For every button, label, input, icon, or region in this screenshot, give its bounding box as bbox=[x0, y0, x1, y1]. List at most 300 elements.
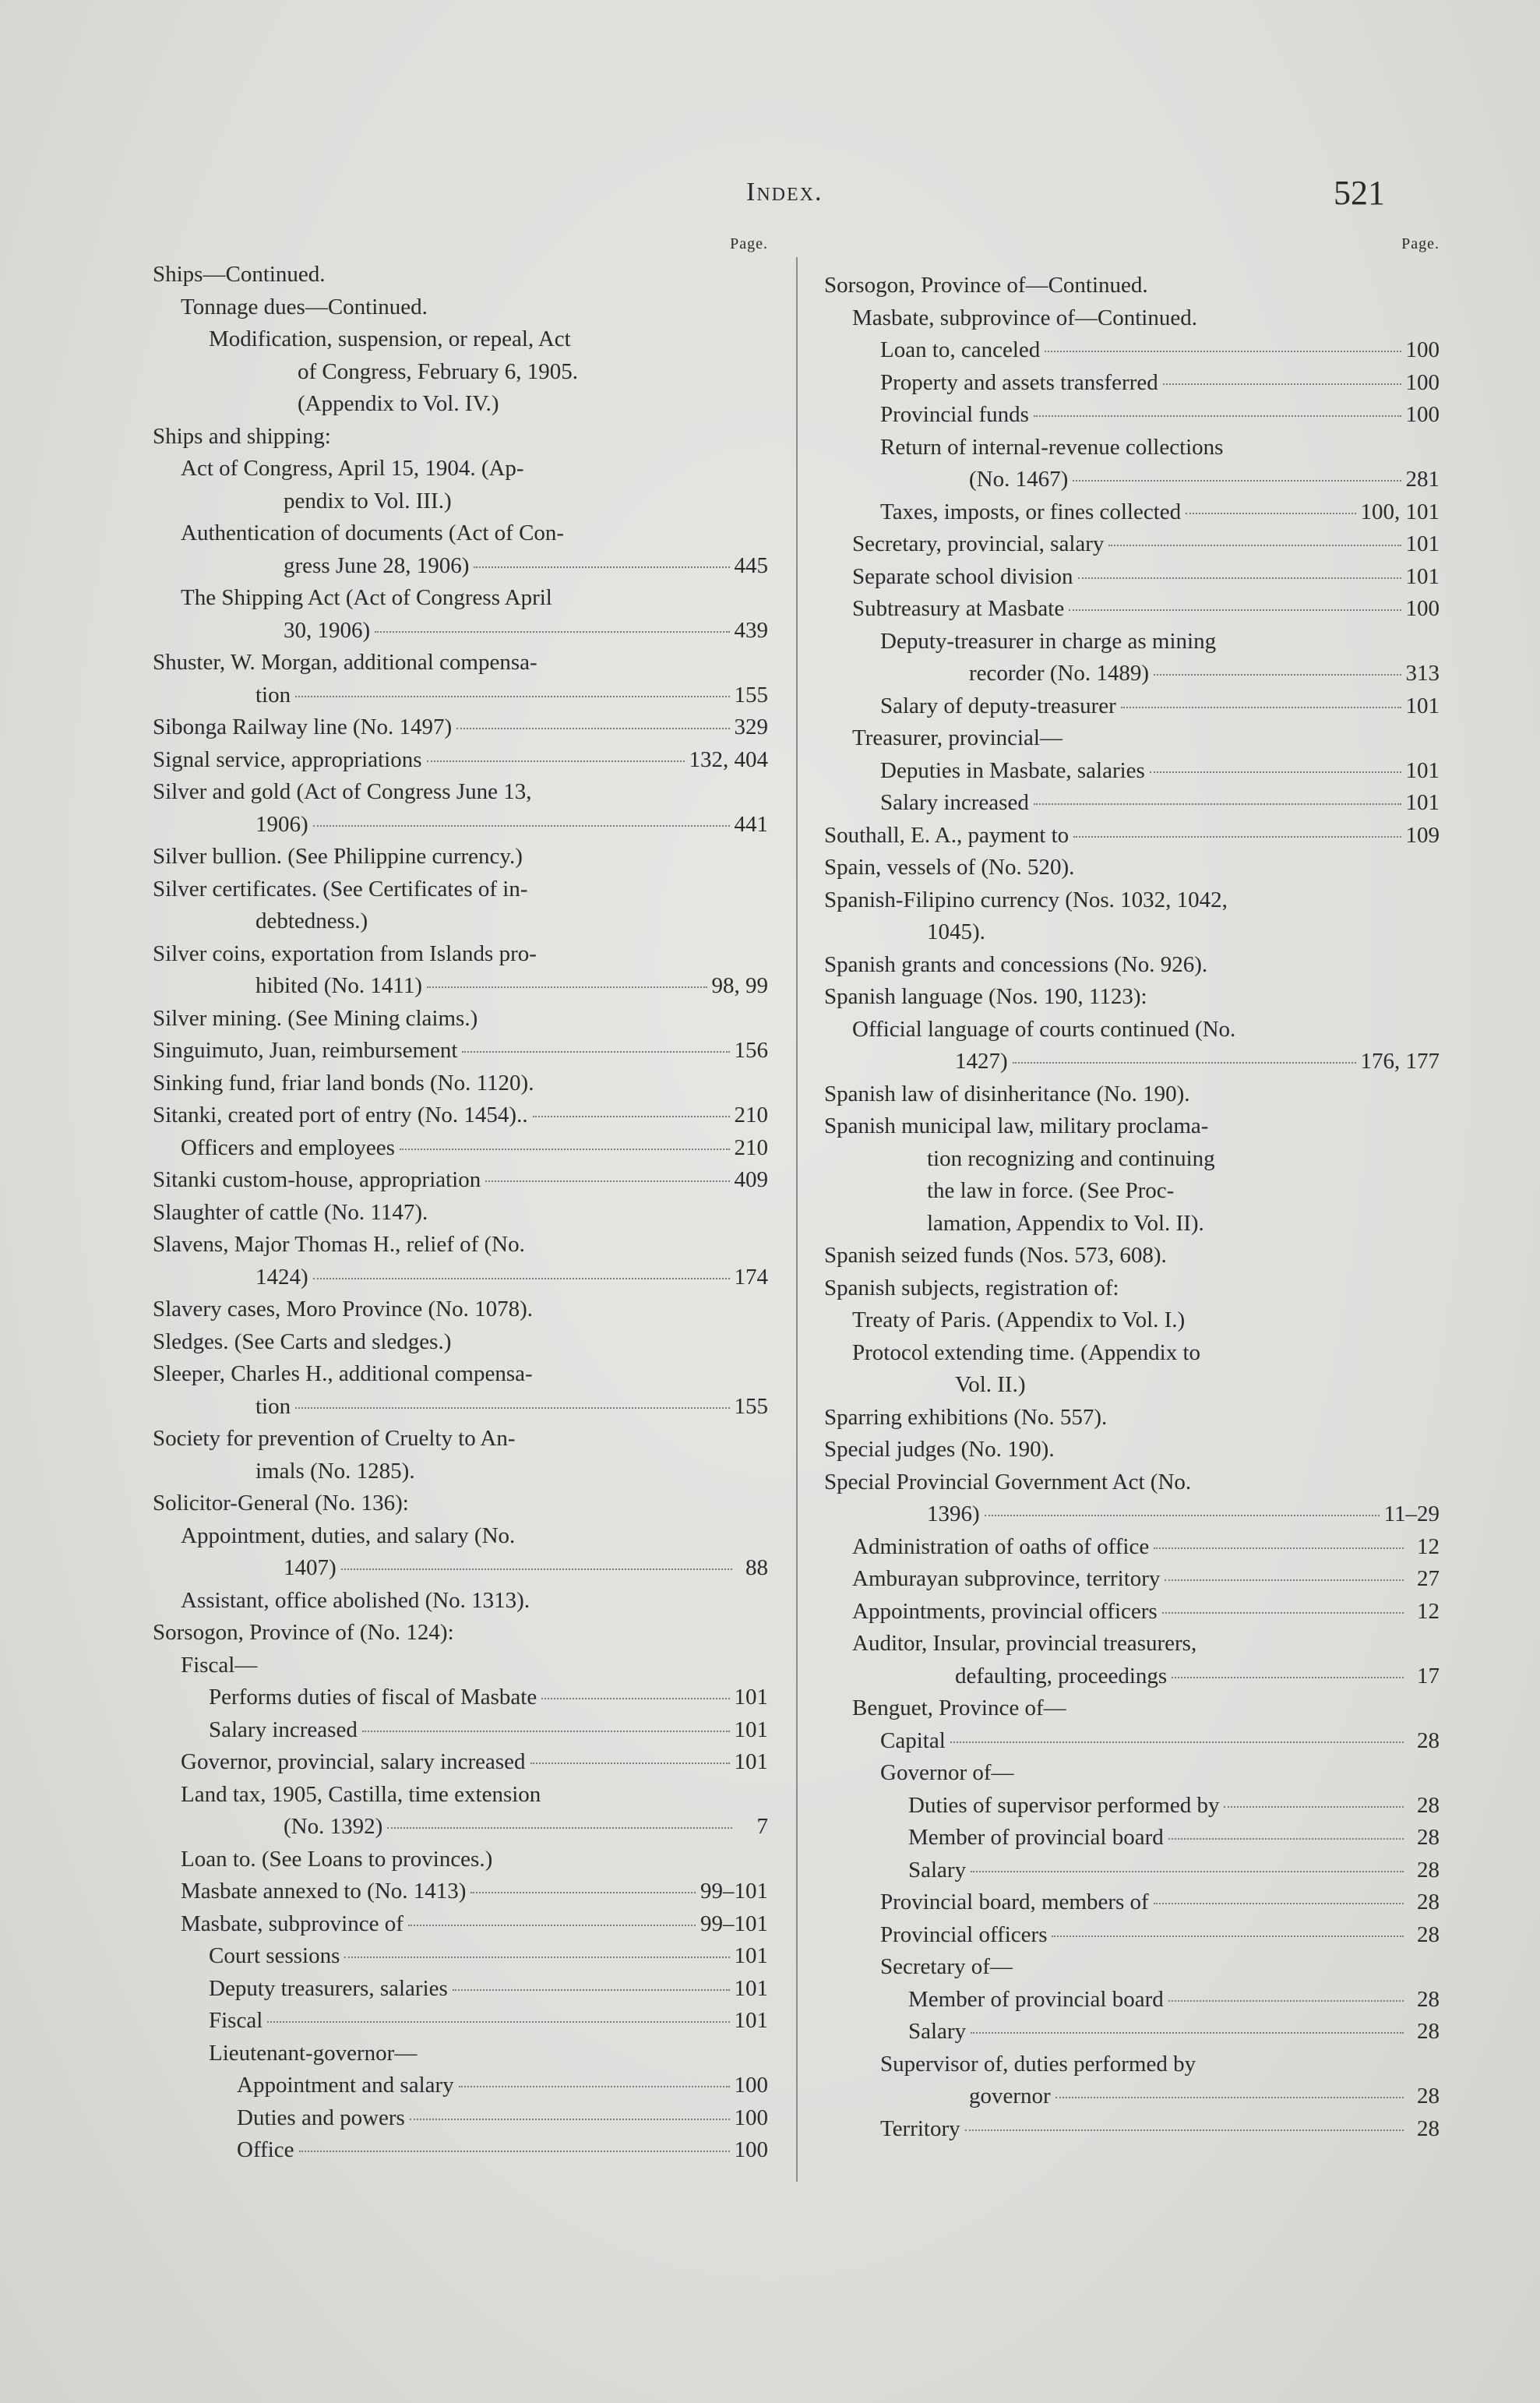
index-entry bbox=[153, 259, 768, 291]
leader-dots bbox=[1165, 1579, 1404, 1581]
index-entry-text: Provincial officers bbox=[880, 1921, 1048, 1947]
index-entry-text: Supervisor of, duties performed by bbox=[880, 2051, 1196, 2077]
index-entry bbox=[824, 270, 1440, 302]
index-entry bbox=[824, 1466, 1440, 1499]
index-entry-text: Taxes, imposts, or fines collected bbox=[880, 499, 1182, 524]
index-entries-left bbox=[153, 259, 768, 2167]
index-entry-page: 101 bbox=[1405, 531, 1440, 556]
index-entry-text: Southall, E. A., payment to bbox=[824, 822, 1070, 848]
index-entry-text: Authentication of documents (Act of Con- bbox=[181, 520, 565, 545]
index-entry-text: Shuster, W. Morgan, additional compensa- bbox=[153, 650, 537, 675]
index-entry-page: 132, 404 bbox=[689, 746, 768, 772]
index-entry-text: Treasurer, provincial— bbox=[852, 725, 1062, 750]
index-entry-text: Governor of— bbox=[880, 1760, 1014, 1785]
index-entry-text: hibited (No. 1411) bbox=[255, 973, 422, 998]
index-entry bbox=[153, 1197, 768, 1230]
leader-dots bbox=[1172, 1677, 1404, 1678]
index-entry-page: 445 bbox=[734, 552, 768, 578]
index-entry bbox=[824, 2113, 1440, 2146]
index-entry-page: 28 bbox=[1417, 1792, 1440, 1818]
index-entry bbox=[153, 2134, 768, 2167]
index-entry bbox=[153, 1746, 768, 1779]
index-entry bbox=[153, 356, 768, 389]
index-entry bbox=[824, 1692, 1440, 1725]
index-entry bbox=[153, 744, 768, 777]
index-entry bbox=[824, 2048, 1440, 2081]
index-entry-page: 12 bbox=[1417, 1598, 1440, 1624]
index-entry-text: Salary bbox=[908, 1857, 967, 1883]
index-entry bbox=[824, 1434, 1440, 1466]
leader-dots bbox=[295, 696, 729, 697]
index-entry-text: Capital bbox=[880, 1727, 946, 1753]
index-entry-text: Deputy treasurers, salaries bbox=[209, 1975, 448, 2001]
leader-dots bbox=[1069, 609, 1401, 611]
index-entry bbox=[153, 1487, 768, 1520]
leader-dots bbox=[456, 728, 729, 729]
index-entry bbox=[153, 776, 768, 809]
index-entry bbox=[824, 561, 1440, 594]
index-entry bbox=[153, 679, 768, 712]
index-entry-text: Slavery cases, Moro Province (No. 1078). bbox=[153, 1297, 534, 1321]
index-entry-page: 101 bbox=[1405, 790, 1440, 815]
index-entry bbox=[824, 1240, 1440, 1272]
index-entry-page: 12 bbox=[1417, 1533, 1440, 1559]
leader-dots bbox=[950, 1741, 1404, 1743]
index-entry-text: Office bbox=[237, 2137, 294, 2162]
index-entry-text: Signal service, appropriations bbox=[153, 746, 422, 772]
index-entry bbox=[824, 1757, 1440, 1790]
leader-dots bbox=[485, 1180, 729, 1182]
index-entry-text: Administration of oaths of office bbox=[852, 1533, 1150, 1559]
index-entry-text: Sibonga Railway line (No. 1497) bbox=[153, 715, 453, 739]
index-entry-text: (No. 1467) bbox=[969, 467, 1069, 492]
leader-dots bbox=[1013, 1062, 1356, 1064]
index-entry-text: Deputies in Masbate, salaries bbox=[880, 757, 1145, 783]
leader-dots bbox=[427, 986, 707, 988]
index-entry bbox=[824, 1790, 1440, 1823]
index-entry-page: 100, 101 bbox=[1360, 499, 1440, 524]
index-entry-page: 28 bbox=[1417, 2115, 1440, 2141]
index-entry bbox=[153, 711, 768, 744]
index-entry bbox=[153, 905, 768, 938]
index-entry-text: Court sessions bbox=[209, 1943, 340, 1968]
index-entry bbox=[153, 1585, 768, 1618]
index-entry-text: Subtreasury at Masbate bbox=[852, 596, 1065, 621]
leader-dots bbox=[1108, 545, 1401, 546]
index-entry-page: 101 bbox=[1405, 757, 1440, 783]
index-entry bbox=[153, 1681, 768, 1714]
index-entry bbox=[153, 1067, 768, 1100]
index-entry-text: tion recognizing and continuing bbox=[927, 1145, 1215, 1171]
index-entry-text: tion bbox=[255, 682, 291, 707]
index-entry-text: Slavens, Major Thomas H., relief of (No. bbox=[153, 1232, 525, 1257]
index-entry bbox=[153, 1035, 768, 1067]
index-entry-text: gress June 28, 1906) bbox=[284, 552, 470, 578]
leader-dots bbox=[1150, 771, 1401, 773]
page-number: 521 bbox=[1334, 174, 1385, 212]
leader-dots bbox=[408, 1925, 696, 1926]
index-entry-text: Appointment, duties, and salary (No. bbox=[181, 1523, 516, 1548]
index-entry-text: 1427) bbox=[955, 1049, 1008, 1074]
index-entry-text: of Congress, February 6, 1905. bbox=[298, 358, 579, 384]
index-entry bbox=[824, 820, 1440, 852]
index-entry-page: 155 bbox=[734, 682, 768, 707]
index-entry-page: 99–101 bbox=[700, 1879, 768, 1904]
index-entry bbox=[153, 291, 768, 324]
index-entry-page: 7 bbox=[756, 1814, 768, 1839]
index-entry-page: 441 bbox=[734, 811, 768, 837]
index-entry-page: 101 bbox=[734, 1749, 768, 1774]
index-entry-text: 1045). bbox=[927, 919, 985, 944]
index-entry-page: 439 bbox=[734, 617, 768, 643]
index-entry bbox=[153, 809, 768, 842]
index-entry bbox=[824, 302, 1440, 335]
index-entry-page: 101 bbox=[734, 1717, 768, 1742]
leader-dots bbox=[375, 631, 729, 633]
index-entry bbox=[824, 1628, 1440, 1660]
index-entry-text: debtedness.) bbox=[255, 909, 368, 933]
index-entries-right bbox=[824, 270, 1440, 2145]
leader-dots bbox=[1154, 1903, 1404, 1904]
index-entry-page: 88 bbox=[745, 1555, 768, 1580]
index-entry-page: 101 bbox=[1405, 693, 1440, 718]
index-entry bbox=[153, 1617, 768, 1650]
index-entry-page: 28 bbox=[1417, 2019, 1440, 2044]
index-entry bbox=[824, 367, 1440, 400]
index-entry-text: Auditor, Insular, provincial treasurers, bbox=[852, 1631, 1197, 1656]
index-entry-text: Masbate, subprovince of bbox=[181, 1911, 404, 1936]
index-entry-page: 100 bbox=[734, 2137, 768, 2162]
index-entry-text: Amburayan subprovince, territory bbox=[852, 1566, 1161, 1591]
index-entry bbox=[153, 615, 768, 648]
leader-dots bbox=[533, 1116, 730, 1117]
index-entry-page: 101 bbox=[734, 1685, 768, 1710]
index-entry bbox=[824, 528, 1440, 561]
index-entry-page: 28 bbox=[1417, 1921, 1440, 1947]
leader-dots bbox=[985, 1515, 1380, 1516]
leader-dots bbox=[1034, 415, 1401, 417]
leader-dots bbox=[541, 1698, 729, 1699]
index-entry bbox=[824, 1337, 1440, 1370]
index-entry-text: Protocol extending time. (Appendix to bbox=[852, 1339, 1201, 1365]
index-entry-text: (No. 1392) bbox=[284, 1814, 383, 1839]
index-entry bbox=[824, 2080, 1440, 2113]
running-head-title: Index. bbox=[746, 178, 823, 206]
index-entry-page: 28 bbox=[1417, 1727, 1440, 1753]
index-entry-text: Deputy-treasurer in charge as mining bbox=[880, 628, 1217, 654]
leader-dots bbox=[267, 2021, 729, 2023]
leader-dots bbox=[474, 566, 729, 568]
index-entry bbox=[153, 1714, 768, 1747]
index-entry-text: 1906) bbox=[255, 811, 308, 837]
index-entry-text: The Shipping Act (Act of Congress April bbox=[181, 585, 552, 610]
index-entry bbox=[153, 1003, 768, 1036]
leader-dots bbox=[387, 1827, 732, 1829]
index-entry bbox=[824, 334, 1440, 367]
index-entry bbox=[153, 1099, 768, 1132]
index-entry bbox=[824, 1272, 1440, 1305]
index-entry bbox=[153, 1164, 768, 1197]
index-entry-text: (Appendix to Vol. IV.) bbox=[298, 391, 499, 416]
index-entry-text: defaulting, proceedings bbox=[955, 1663, 1168, 1688]
index-entry-text: Official language of courts continued (No. bbox=[852, 1016, 1236, 1042]
index-entry-text: Silver mining. (See Mining claims.) bbox=[153, 1005, 478, 1031]
index-entry bbox=[153, 1875, 768, 1908]
leader-dots bbox=[459, 2086, 730, 2087]
index-entry-text: imals (No. 1285). bbox=[255, 1458, 415, 1484]
index-entry bbox=[824, 1304, 1440, 1337]
leader-dots bbox=[1168, 2000, 1404, 2002]
index-entry-text: Appointment and salary bbox=[237, 2073, 454, 2098]
index-entry-page: 100 bbox=[1405, 596, 1440, 621]
index-entry-text: Silver bullion. (See Philippine currency.) bbox=[153, 844, 523, 869]
index-entry-text: Masbate, subprovince of—Continued. bbox=[852, 305, 1197, 330]
index-entry-page: 101 bbox=[734, 1975, 768, 2001]
index-entry bbox=[824, 1984, 1440, 2017]
index-entry-text: Salary increased bbox=[209, 1717, 358, 1742]
leader-dots bbox=[971, 1871, 1404, 1872]
index-entry-text: Sinking fund, friar land bonds (No. 1120). bbox=[153, 1070, 534, 1096]
index-entry bbox=[824, 1078, 1440, 1111]
index-entry-text: Ships—Continued. bbox=[153, 262, 326, 287]
index-entry-page: 28 bbox=[1417, 1857, 1440, 1883]
leader-dots bbox=[427, 760, 685, 762]
index-entry bbox=[153, 1132, 768, 1165]
index-entry bbox=[824, 626, 1440, 658]
index-entry-text: Loan to. (See Loans to provinces.) bbox=[181, 1846, 493, 1872]
index-entry-text: Land tax, 1905, Castilla, time extension bbox=[181, 1781, 541, 1807]
index-entry-text: Performs duties of fiscal of Masbate bbox=[209, 1685, 537, 1710]
index-entry-text: Provincial board, members of bbox=[880, 1890, 1149, 1914]
index-entry bbox=[153, 582, 768, 615]
index-entry bbox=[153, 873, 768, 906]
index-entry bbox=[153, 1326, 768, 1359]
index-entry bbox=[153, 1908, 768, 1941]
index-entry-text: Silver and gold (Act of Congress June 13, bbox=[153, 779, 532, 804]
index-entry-text: Special judges (No. 190). bbox=[824, 1437, 1055, 1462]
index-entry-text: Tonnage dues—Continued. bbox=[181, 294, 428, 319]
index-entry bbox=[153, 2005, 768, 2038]
leader-dots bbox=[965, 2130, 1404, 2131]
index-entry bbox=[824, 496, 1440, 529]
index-entry bbox=[824, 1369, 1440, 1402]
index-entry bbox=[824, 755, 1440, 788]
index-entry bbox=[153, 1261, 768, 1294]
index-entry bbox=[153, 550, 768, 583]
leader-dots bbox=[344, 1957, 729, 1958]
index-entry bbox=[824, 1208, 1440, 1240]
index-entry-text: Silver coins, exportation from Islands pro- bbox=[153, 940, 537, 966]
leader-dots bbox=[1052, 1935, 1404, 1937]
index-entry bbox=[824, 2016, 1440, 2048]
index-entry-text: Sitanki, created port of entry (No. 1454).. bbox=[153, 1103, 528, 1127]
leader-dots bbox=[1121, 707, 1401, 708]
index-entry-page: 101 bbox=[734, 1943, 768, 1968]
index-entry-page: 28 bbox=[1417, 2084, 1440, 2108]
index-entry bbox=[824, 1854, 1440, 1887]
index-entry bbox=[824, 1143, 1440, 1176]
index-entry-text: Territory bbox=[880, 2115, 960, 2141]
index-entry-text: Return of internal-revenue collections bbox=[880, 434, 1224, 460]
leader-dots bbox=[1034, 803, 1401, 805]
page-column-label-right: Page. bbox=[1401, 235, 1440, 252]
index-entry bbox=[153, 1650, 768, 1682]
index-entry bbox=[824, 1402, 1440, 1434]
index-entry-text: Vol. II.) bbox=[955, 1372, 1026, 1397]
index-entry-text: Silver certificates. (See Certificates of in- bbox=[153, 876, 528, 902]
index-entry-text: Appointments, provincial officers bbox=[852, 1598, 1158, 1624]
running-head bbox=[0, 174, 1540, 217]
index-entry bbox=[824, 1951, 1440, 1984]
index-entry-text: Lieutenant-governor— bbox=[209, 2040, 418, 2066]
index-entry-text: lamation, Appendix to Vol. II). bbox=[927, 1210, 1204, 1236]
leader-dots bbox=[971, 2032, 1404, 2034]
index-entry-page: 28 bbox=[1417, 1986, 1440, 2012]
index-entry-text: Duties of supervisor performed by bbox=[908, 1792, 1220, 1818]
index-entry-page: 17 bbox=[1417, 1663, 1440, 1688]
index-entry-text: Spanish language (Nos. 190, 1123): bbox=[824, 984, 1147, 1009]
leader-dots bbox=[400, 1149, 730, 1150]
index-entry-page: 313 bbox=[1405, 661, 1440, 686]
index-entry-text: Governor, provincial, salary increased bbox=[181, 1749, 526, 1774]
index-entry-text: Salary of deputy-treasurer bbox=[880, 693, 1116, 718]
page-column-label-left: Page. bbox=[730, 235, 768, 252]
index-entry-page: 210 bbox=[734, 1134, 768, 1160]
index-entry-text: Loan to, canceled bbox=[880, 337, 1041, 362]
leader-dots bbox=[299, 2151, 730, 2152]
index-entry bbox=[824, 884, 1440, 917]
index-entry-text: Separate school division bbox=[852, 563, 1073, 589]
index-entry bbox=[824, 432, 1440, 464]
index-entry-text: Spanish seized funds (Nos. 573, 608). bbox=[824, 1243, 1167, 1268]
index-entry bbox=[824, 722, 1440, 755]
index-entry-page: 11–29 bbox=[1383, 1501, 1440, 1526]
index-entry bbox=[824, 658, 1440, 690]
index-entry bbox=[153, 1811, 768, 1844]
index-entry bbox=[153, 1520, 768, 1553]
index-entry bbox=[153, 485, 768, 518]
index-entry-text: Sparring exhibitions (No. 557). bbox=[824, 1404, 1108, 1430]
leader-dots bbox=[410, 2119, 730, 2120]
leader-dots bbox=[1186, 513, 1355, 514]
index-entry-text: Solicitor-General (No. 136): bbox=[153, 1491, 409, 1516]
index-entry-page: 100 bbox=[734, 2105, 768, 2130]
index-entry bbox=[824, 1175, 1440, 1208]
index-entry-page: 99–101 bbox=[700, 1911, 768, 1936]
leader-dots bbox=[453, 1989, 730, 1991]
index-entry bbox=[824, 1110, 1440, 1143]
index-entry-text: Treaty of Paris. (Appendix to Vol. I.) bbox=[852, 1307, 1186, 1332]
index-entry-text: Assistant, office abolished (No. 1313). bbox=[181, 1587, 530, 1613]
index-entry-page: 100 bbox=[734, 2073, 768, 2098]
index-entry bbox=[153, 517, 768, 550]
index-entry-text: Spanish municipal law, military proclama- bbox=[824, 1113, 1209, 1138]
index-entry-page: 28 bbox=[1417, 1825, 1440, 1850]
index-entry-text: Salary bbox=[908, 2019, 967, 2044]
index-entry bbox=[824, 1660, 1440, 1693]
index-entry-text: Sitanki custom-house, appropriation bbox=[153, 1167, 481, 1192]
index-entry bbox=[824, 1046, 1440, 1078]
index-entry-text: 1407) bbox=[284, 1555, 337, 1580]
leader-dots bbox=[313, 825, 730, 827]
index-entry-text: Property and assets transferred bbox=[880, 369, 1158, 395]
index-entry bbox=[824, 787, 1440, 820]
index-entry-text: Special Provincial Government Act (No. bbox=[824, 1469, 1192, 1494]
index-entry-text: Sorsogon, Province of—Continued. bbox=[824, 273, 1148, 298]
index-entry-page: 100 bbox=[1405, 369, 1440, 395]
leader-dots bbox=[1224, 1806, 1404, 1808]
column-divider bbox=[796, 257, 798, 2182]
leader-dots bbox=[1154, 674, 1401, 676]
index-entry bbox=[153, 1844, 768, 1876]
index-entry bbox=[824, 852, 1440, 884]
index-entry-text: governor bbox=[969, 2084, 1051, 2108]
index-entry-text: Secretary of— bbox=[880, 1954, 1013, 1979]
index-entry bbox=[153, 1391, 768, 1424]
index-entry-text: tion bbox=[255, 1393, 291, 1419]
leader-dots bbox=[1163, 383, 1401, 385]
index-entry-text: Singuimuto, Juan, reimbursement bbox=[153, 1038, 458, 1063]
index-entry bbox=[153, 1973, 768, 2006]
index-entry-page: 27 bbox=[1417, 1566, 1440, 1591]
index-entry-page: 156 bbox=[734, 1038, 768, 1063]
index-entry bbox=[824, 1498, 1440, 1531]
index-entry bbox=[153, 1456, 768, 1488]
index-entry-text: 1396) bbox=[927, 1501, 980, 1526]
index-entry bbox=[824, 593, 1440, 626]
index-entry-text: Slaughter of cattle (No. 1147). bbox=[153, 1199, 428, 1225]
index-entry bbox=[153, 1779, 768, 1812]
index-entry-page: 28 bbox=[1417, 1890, 1440, 1914]
index-entry-text: the law in force. (See Proc- bbox=[927, 1178, 1175, 1203]
index-entry bbox=[824, 690, 1440, 723]
index-entry-page: 155 bbox=[734, 1393, 768, 1419]
index-entry bbox=[824, 464, 1440, 496]
index-entry bbox=[824, 1531, 1440, 1564]
index-entry-text: Spanish-Filipino currency (Nos. 1032, 1042, bbox=[824, 887, 1228, 912]
leader-dots bbox=[1154, 1547, 1404, 1549]
index-entry bbox=[153, 2070, 768, 2102]
index-entry-text: Provincial funds bbox=[880, 402, 1029, 427]
index-entry bbox=[824, 399, 1440, 432]
index-entry bbox=[153, 841, 768, 873]
index-entry bbox=[153, 1358, 768, 1391]
leader-dots bbox=[1168, 1838, 1404, 1840]
leader-dots bbox=[1162, 1612, 1404, 1614]
leader-dots bbox=[313, 1278, 730, 1279]
index-entry-text: Benguet, Province of— bbox=[852, 1696, 1066, 1720]
index-entry-text: Act of Congress, April 15, 1904. (Ap- bbox=[181, 456, 524, 481]
index-entry-text: Sledges. (See Carts and sledges.) bbox=[153, 1329, 452, 1354]
index-entry-text: Member of provincial board bbox=[908, 1986, 1164, 2012]
index-entry-page: 101 bbox=[1405, 563, 1440, 589]
index-entry-text: Sorsogon, Province of (No. 124): bbox=[153, 1620, 454, 1645]
index-entry bbox=[153, 1552, 768, 1585]
leader-dots bbox=[462, 1051, 729, 1053]
leader-dots bbox=[1073, 836, 1401, 838]
index-entry bbox=[824, 1596, 1440, 1628]
leader-dots bbox=[1078, 577, 1401, 579]
index-entry bbox=[824, 1563, 1440, 1596]
index-entry bbox=[153, 1940, 768, 1973]
index-entry-page: 409 bbox=[734, 1167, 768, 1192]
index-entry-page: 109 bbox=[1405, 822, 1440, 848]
index-entry-text: Fiscal— bbox=[181, 1652, 258, 1678]
index-entry bbox=[824, 916, 1440, 949]
index-entry-text: pendix to Vol. III.) bbox=[284, 488, 452, 513]
index-entry-text: Spanish law of disinheritance (No. 190). bbox=[824, 1081, 1190, 1106]
index-entry-text: Ships and shipping: bbox=[153, 423, 331, 449]
